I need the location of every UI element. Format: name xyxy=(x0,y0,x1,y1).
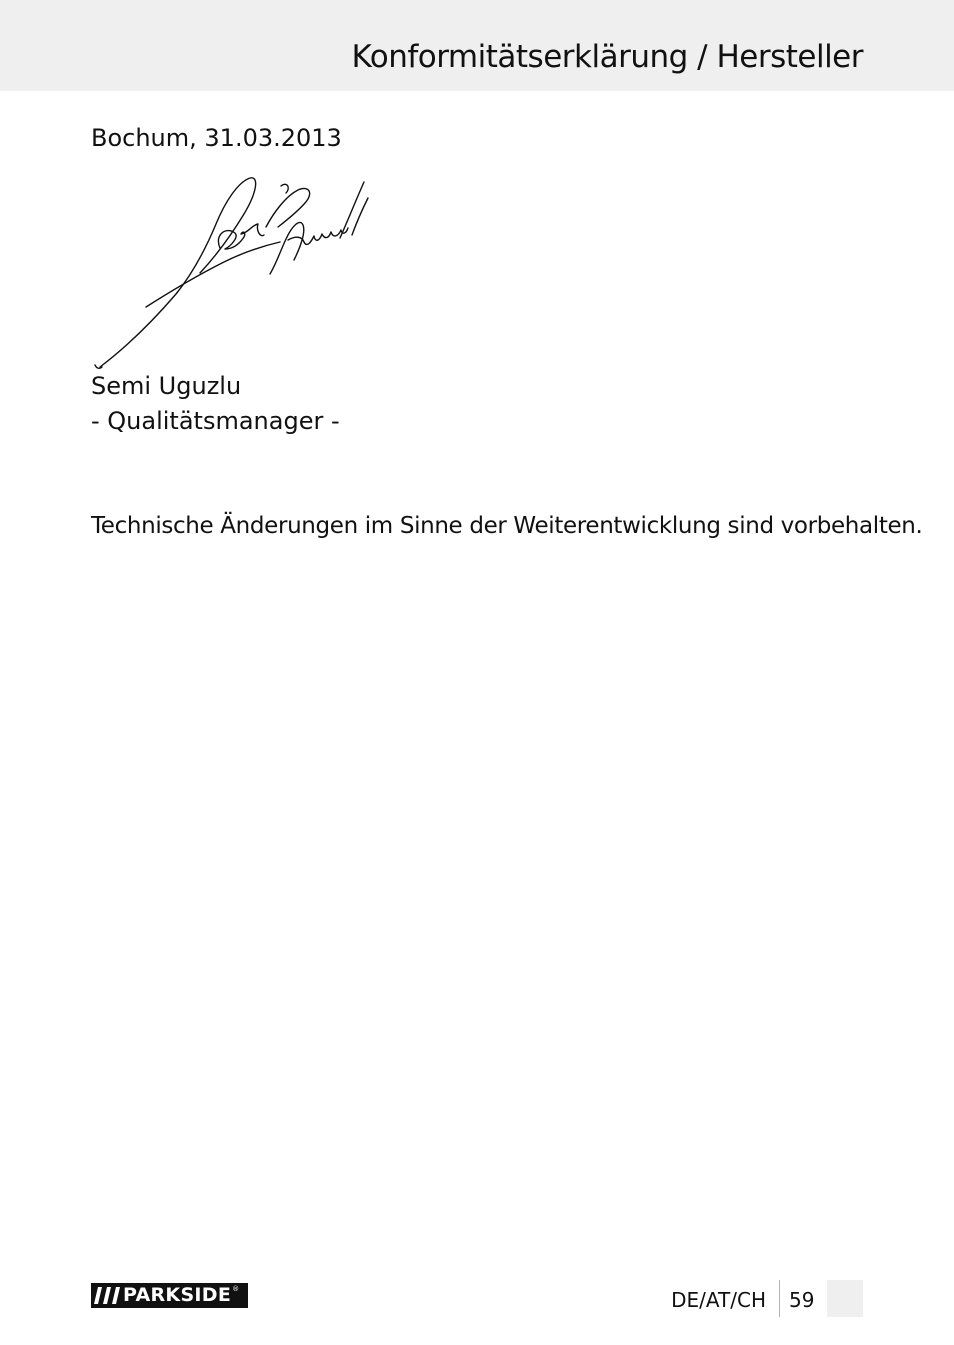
handwritten-signature-icon xyxy=(90,170,380,375)
page-tab xyxy=(827,1280,863,1317)
technical-changes-note: Technische Änderungen im Sinne der Weiterentwicklung sind vorbehalten. xyxy=(91,513,923,539)
footer-locale: DE/AT/CH xyxy=(671,1288,766,1312)
page-number: 59 xyxy=(789,1288,815,1312)
signer-role: - Qualitätsmanager - xyxy=(91,407,340,435)
signer-name: Semi Uguzlu xyxy=(91,372,242,400)
footer-divider xyxy=(779,1280,780,1317)
page-title: Konformitätserklärung / Hersteller xyxy=(351,39,863,75)
registered-mark-icon: ® xyxy=(232,1285,240,1293)
brand-name: PARKSIDE xyxy=(123,1284,232,1306)
brand-logo xyxy=(91,1283,248,1308)
parkside-slashes-icon xyxy=(91,1283,123,1308)
place-date: Bochum, 31.03.2013 xyxy=(91,124,342,152)
